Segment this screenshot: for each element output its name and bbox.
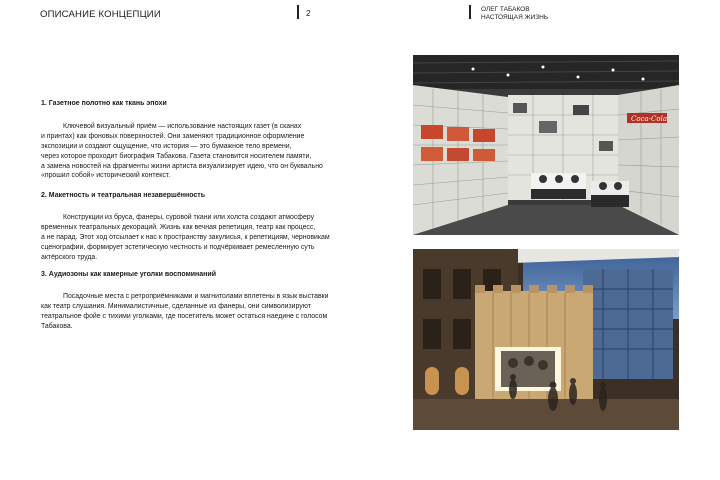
header-author-line1: ОЛЕГ ТАБАКОВ: [481, 6, 530, 13]
section-1: [41, 99, 367, 181]
page-number: 2: [306, 9, 311, 18]
photo-newspaper-hall: [413, 55, 679, 235]
text-line: сценографии, формирует эстетическую честность и подчёркивает ремесленную суть: [41, 243, 315, 251]
text-line: Табакова.: [41, 322, 73, 330]
text-line: как театр слушания. Минималистичные, сделанные из фанеры, они символизируют: [41, 302, 311, 310]
text-line: через которое проходит биография Табакова. Газета становится носителем памяти,: [41, 152, 312, 160]
text-line: а не парад. Этот ход отсылает к нас к пространству закулисья, к репетициям, черновикам: [41, 233, 330, 241]
section-2: [41, 191, 367, 262]
header-author: [481, 6, 548, 21]
coca-cola-sign: Coca-Cola: [631, 115, 668, 123]
photo-plywood-pavilion: [413, 249, 679, 430]
header-divider: [297, 5, 299, 19]
text-line: экспозиции и создают ощущение, что история — это бумажное тело времени,: [41, 142, 292, 150]
section-paragraph: [41, 122, 367, 181]
text-line: «прошил собой» исторический контекст.: [41, 172, 171, 180]
header-title: ОПИСАНИЕ КОНЦЕПЦИИ: [40, 9, 161, 20]
text-line: актёрского труда.: [41, 253, 98, 261]
text-line: а замена новостей на фрагменты жизни артиста визуализирует идею, что он буквально: [41, 162, 323, 170]
section-heading: 3. Аудиозоны как камерные уголки воспоминаний: [41, 271, 217, 278]
text-line: и принтах) как фоновых поверхностей. Они заменяют традиционное оформление: [41, 132, 305, 140]
section-3: [41, 270, 367, 332]
text-line: Посадочные места с ретроприёмниками и магнитолами вплетены в язык выставки: [63, 292, 329, 300]
header-author-line2: НАСТОЯЩАЯ ЖИЗНЬ: [481, 13, 549, 21]
section-heading: 1. Газетное полотно как ткань эпохи: [41, 100, 167, 107]
header-divider-2: [469, 5, 471, 19]
text-line: Конструкции из бруса, фанеры, суровой ткани или холста создают атмосферу: [63, 213, 315, 221]
text-line: театральное фойе с тихими уголками, где посетитель может остаться наедине с голосом: [41, 312, 328, 320]
section-paragraph: [41, 292, 367, 332]
section-paragraph: [41, 213, 367, 263]
text-line: Ключевой визуальный приём — использование настоящих газет (в сканах: [63, 122, 302, 130]
text-line: временных театральных декораций. Жизнь как вечная репетиция, театр как процесс,: [41, 223, 316, 231]
section-heading: 2. Макетность и театральная незавершённость: [41, 192, 206, 199]
